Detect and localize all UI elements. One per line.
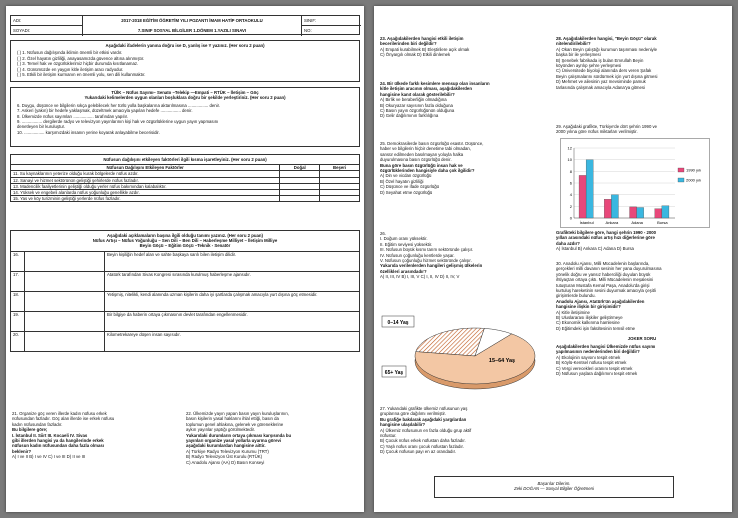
text-line: aşağıdaki kurumlardan hangisine aittir. (186, 443, 266, 449)
text-line: III. Nüfusun büyük kısmı tarım sektöründe çalışır. (380, 247, 474, 253)
text-line: IV. Nüfusun çoğunluğu kentlerde yaşar. (380, 252, 455, 258)
text-line: özellikleri arasındadır? (380, 268, 427, 274)
y-tick-label: 6 (569, 180, 572, 186)
definition-text: Yetişmiş, nitelikli, kendi alanında uzman kişilerin daha iyi şartlarda çalışmak amacıyla yurt dışına göç etmesidir. (105, 291, 360, 311)
text-line: C) Önyargılı olmak D) Etkili dinlemek (380, 52, 451, 58)
text-line: Yukarıda verilenlerden hangileri gelişmiş ülkelerin (380, 263, 483, 269)
text-line: D) Seyahat etme özgürlüğü (380, 189, 433, 195)
text-line: Grafikteki bilgilere göre, hangi şehrin 1990 - 2000 (556, 230, 657, 235)
text-line: A) Ekolojinin sayısını tespit etmek (556, 354, 621, 360)
text-line: tutuşturan Mustafa Kemal Paşa, Anadolu'da girişi (556, 282, 650, 288)
row-number: 20. (11, 331, 25, 351)
text-line: C) Üniversitede biyoloji alanında ders veren Şafak (556, 68, 652, 74)
x-tick-label: Adana (631, 220, 643, 225)
definition-text: Bir bilgiye da haberin ortaya çıkmasının devlet tarafından engellenmesidir. (105, 311, 360, 331)
question-21 (12, 411, 182, 460)
text-line: tarlasında çalışmak amacıyla Adana'ya gitmesi (556, 84, 645, 90)
text-line: B) Okuryazar sayısının fazla olduğuna (380, 102, 453, 108)
text-line: 21. Organize göç veren illerde kadın nüfusu erkek (12, 411, 107, 416)
y-tick-label: 2 (569, 203, 572, 209)
text-line: girişimlerde bulundu. (556, 293, 596, 299)
text-line: nüfusundan fazladır. Göç alan illerde ise erkek nüfusu (12, 416, 115, 422)
text-line: A) Okan Beyin çalıştığı kurumun taşınması nedeniyle (556, 46, 658, 52)
table-row (11, 196, 360, 202)
x-tick-label: İstanbul (579, 220, 594, 225)
table-header-factors: Nüfusun Dağılışını Etkileyen Faktörler (11, 165, 280, 171)
bar-1990-2 (630, 207, 637, 218)
text-line: 24. Bir ülkede farklı kesimlere mensup olan insanların (380, 81, 490, 86)
text-line: A) Birlik ve beraberliğin olmadığına (380, 97, 447, 103)
text-line: A) Din ve vicdan özgürlüğü (380, 173, 432, 179)
text-line: Anadolu Ajansı, Atatürk'ün aşağıdakilerden (556, 298, 645, 304)
joker-title: JOKER SORU (627, 336, 657, 341)
true-false-list (11, 48, 359, 77)
text-line: ( ) 1. Nüfusun dağılışında iklimin önemli bir etkisi vardır. (17, 50, 123, 56)
factor-text: 14. Yüksek ve engebeli alanlarda nüfus yoğunluğu genellikle azdır. (11, 190, 280, 196)
table-row (11, 331, 360, 351)
text-line: yönelik doğru ve yansız haberciliği duyulan büyük (556, 271, 651, 277)
text-line: Bu bilgilere göre; (12, 427, 48, 433)
y-tick-label: 0 (569, 215, 572, 221)
question-29 (556, 124, 728, 135)
answer-field[interactable] (25, 331, 105, 351)
surname-label: SOYADI: (13, 28, 31, 33)
exam-header (10, 15, 360, 35)
text-line: A) İstanbul B) Ankara C) Adana D) Bursa (556, 246, 634, 252)
text-line: gruplarına göre dağılımı verilmiştir. (380, 411, 446, 417)
text-line: aykırı yayınlar yaptığı görülmektedir. (186, 427, 256, 433)
definitions-section (10, 230, 360, 352)
text-line: B) Uluslararası ilişkiler geliştirmeye (556, 315, 623, 321)
text-line: 25. Demokrasilerde basın özgürlüğü esastır. Düşünce, (380, 141, 484, 146)
human-checkbox[interactable] (320, 196, 360, 202)
legend-swatch (678, 178, 684, 182)
question-22 (186, 411, 362, 465)
bar-2000-2 (637, 208, 644, 219)
text-line: gibi illerden hangisi ya da hangilerinde erkek (12, 438, 104, 444)
answer-field[interactable] (25, 311, 105, 331)
text-line: ( ) 5. Etkili bir iletişim kurmanın en önemli yolu, sen dili kullanmaktır. (17, 72, 146, 78)
answer-field[interactable] (25, 271, 105, 291)
question-30 (556, 261, 728, 331)
text-line: duyurulmasına basın özgürlüğü denir. (380, 157, 452, 163)
natural-checkbox[interactable] (280, 196, 320, 202)
x-tick-label: Ankara (605, 220, 619, 225)
table-row (11, 251, 360, 271)
text-line: A) Ülkemiz nüfusunun en fazla olduğu grup aktif (380, 427, 472, 433)
bar-2000-0 (586, 160, 593, 218)
definitions-rows (11, 251, 360, 351)
text-line: A) Kitle iletişimine (556, 309, 590, 315)
number-label: NO: (304, 28, 312, 33)
text-line: C) Anadolu Ajansı (AA) D) Basın Konseyi (186, 459, 265, 465)
text-line: yayınları organize yasal yollarla uyarma görevi (186, 438, 282, 444)
text-line: C) Vergi verecekleri oranını tespit etmek (556, 365, 633, 371)
pie-slice-0-14 (416, 328, 485, 356)
text-line: Buna göre basın özgürlüğü insan hak ve (380, 162, 463, 168)
text-line: 28. Aşağıdakilerden hangisi, "Beyin Göçü" olarak (556, 36, 657, 41)
bar-1990-0 (579, 175, 586, 218)
legend-label: 2000 yılı (686, 177, 702, 183)
text-line: V. Nüfusun çoğunluğu hizmet sektöründe çalışır. (380, 258, 472, 264)
word-bank: TÜİK – Nüfus Sayımı– Senato –Telekip —Empati – RTÜK – İletişim – Göç (111, 90, 259, 95)
pie-label: 0–14 Yaş (387, 320, 409, 326)
text-line: basın kişilerin yasal haklarını ihlal ettiği, basın da (186, 416, 279, 422)
text-line: toplumun genel ahlakına, gelenek ve göreneklerine (186, 421, 284, 427)
population-bar-chart (560, 138, 710, 228)
text-line: 26. (380, 231, 386, 236)
text-line: kurtuluş hareketinin sesini duyurmak amacıyla çeşitli (556, 288, 656, 294)
text-line: Bu grafiğe bakılarak aşağıdaki yargılardan (380, 416, 467, 422)
text-line: hangisine ulaşılabilir? (380, 422, 426, 428)
text-line: Beyin çalışmalarını sürdürmek için yurt dışına gitmesi (556, 73, 658, 79)
text-line: gerçekleri milli davanın sesinin her yana duyurulmasına (556, 266, 662, 272)
text-line: B) Köylü-Kentsel nüfusu tespit etmek (556, 360, 627, 366)
text-line: A) I ve II B) I ve IV C) I ve III D) II ve III (12, 454, 86, 460)
row-number: 17. (11, 271, 25, 291)
text-line: nitelendirilebilir? (556, 41, 591, 47)
question-24 (380, 81, 550, 119)
bar-2000-3 (662, 206, 669, 218)
definitions-table (10, 230, 360, 352)
text-line: B) Şenebek fabrikada iş bulan Emrullah Beyin (556, 57, 644, 63)
text-line: denetleyen bir kuruluştur. (17, 124, 66, 130)
text-line: özgürlüklerinden hangisiyle daha çok ilgilidir? (380, 168, 475, 174)
text-line: D) Eğitimdeki işin fakültesinin temsil etme (556, 325, 636, 331)
text-line: hangisine ilişkin bir girişimidir? (556, 304, 621, 310)
true-false-section (10, 40, 360, 82)
text-line: I. İstanbul II. Siirt III. Kocaeli IV. Sivas (12, 432, 88, 438)
section-title: Aşağıdaki açıklamaların başına ilgili olduğu tanımı yazınız. (Her soru 2 puan) (107, 233, 263, 238)
joker-question (556, 344, 728, 376)
text-line: yılları arasındaki nüfus artış hızı diğerlerine göre (556, 235, 655, 241)
text-line: D) Nüfusun yaşlara dağılımını tespit etmek (556, 371, 638, 377)
text-line: II. Eğitim seviyesi yüksektir. (380, 241, 433, 247)
text-line: 29. Aşağıdaki grafikte, Türkiye'de dört şehrin 1990 ve (556, 124, 658, 129)
text-line: Aşağıdakilerden hangisi Ülkemizde nüfus sayımı (556, 344, 656, 349)
text-line: 30. Anadolu Ajansı, Milli Mücadelenin başlarında, (556, 261, 650, 266)
footer-box (434, 476, 674, 498)
question-23 (380, 36, 550, 58)
word-bank: Beyin Göçü – Eğitim Göçü –Teknik - Senatör (139, 243, 231, 249)
text-line: ( ) 4. Günümüzde en yaygın kitle iletişim aracı radyodur. (17, 66, 124, 72)
factor-text: 13. Madencilik faaliyetlerinin geliştiği olduğu yerler nüfus bakımından kalabalıktır. (11, 183, 280, 189)
footer-wish: Başarılar Dilerim. (537, 481, 571, 486)
section-title: Aşağıdaki ifadelerin yanına doğru ise D, yanlış ise Y yazınız. (Her soru 2 puan) (105, 43, 265, 48)
text-line: 22. Ülkemizde yayın yapan basın yayın kuruluşlarının, (186, 411, 289, 416)
bar-1990-1 (604, 199, 611, 218)
text-line: becerilerinden biri değildir? (380, 41, 437, 47)
text-line: ihtiyaçtan ortaya çıktı. Milli Mücadelenin meşalesini (556, 277, 654, 283)
name-label: ADI: (13, 18, 22, 23)
text-line: haber ve bilgilerin hiçbir denetime tabi olmadan, (380, 146, 472, 152)
text-line: nüfustur. (380, 433, 397, 439)
definition-text: Kilometrekareye düşen insan sayısıdır. (105, 331, 360, 351)
text-line: hangisine kanıt olarak gösterilebilir? (380, 91, 455, 97)
factors-table (10, 154, 360, 202)
text-line: 27. Yukarıdaki grafikte ülkemiz nüfusunun yaş (380, 406, 468, 411)
word-bank: Nüfus Artışı – Nüfus Yoğunluğu – Sen Dili – Ben Dili – Haberleşme Milliyet – İletişim Milliye (92, 238, 278, 244)
text-line: 9. ................. dergilerde radyo ve televizyon yayınlarının kişi hak ve özgürlüklerine uygun yayın yapmasını (17, 119, 219, 125)
text-line: A) Empati kurabilmek B) Eleştirilere açık olmak (380, 46, 470, 52)
question-26 (380, 231, 550, 280)
text-line: A) II, III, IV B) I, III, V C) I, II, IV D) II, IV, V (380, 274, 460, 280)
factors-rows (11, 171, 360, 202)
factor-text: 11. Su kaynaklarının yeterize olduğu kurak bölgelerde nüfus azdır. (11, 171, 280, 177)
class-label: SINIF: (304, 18, 317, 23)
table-row (11, 271, 360, 291)
text-line: B) Özel hayatın gizliliği (380, 178, 424, 184)
footer-teacher: Zeki DOĞAN — Sosyal Bilgiler Öğretmeni (514, 486, 594, 492)
answer-field[interactable] (25, 251, 105, 271)
text-line: kadın nüfusundan fazladır. (12, 421, 63, 427)
table-header-human: Beşeri (320, 165, 360, 171)
question-29-stem (556, 230, 728, 252)
question-25 (380, 141, 550, 195)
text-line: yapılmasının nedenlerinden biri değildir? (556, 349, 640, 355)
text-line: B) Radyo Televizyon Üst Kurulu (RTÜK) (186, 454, 263, 460)
fill-blank-section (10, 87, 360, 147)
factor-text: 12. Sanayi ve hizmet sektörünün geliştiği şehirlerde nüfus fazladır. (11, 177, 280, 183)
y-tick-label: 12 (567, 145, 572, 151)
text-line: A) Türkiye Radyo Televizyon Kurumu (TRT) (186, 448, 269, 454)
factors-section (10, 154, 360, 202)
text-line: C) Düşünce ve ifade özgürlüğü (380, 184, 439, 190)
text-line: 10. ................. karşımızdaki insanın yerine koyarak anlayabilme becerisidir. (17, 129, 160, 135)
text-line: 2000 yılına göre nüfus miktarları verilmiştir. (556, 129, 638, 135)
text-line: kitle iletişim aracının olması, aşağıdakilerden (380, 86, 472, 92)
exam-page-1 (6, 6, 364, 512)
text-line: C) Yaşlı nüfus oranı çocuk nüfustan fazladır. (380, 443, 464, 449)
text-line: ( ) 2. Özel hayatın gizliliği, anayasamızda güvence altına alınmıştır. (17, 55, 145, 61)
age-pie-chart (380, 314, 550, 396)
legend-label: 1990 yılı (686, 167, 702, 173)
table-header-natural: Doğal (280, 165, 320, 171)
text-line: Yukarıdaki durumların ortaya çıkması karşısında bu (186, 432, 292, 438)
table-row (11, 291, 360, 311)
text-line: D) Gelir dağılımının farklılığına (380, 113, 439, 119)
text-line: sansür edilmeden basılmayan yoluyla halka (380, 151, 464, 157)
fill-blank-list (11, 101, 359, 135)
definition-text: Atatürk tarafından Sivas Kongresi sırasında kurulmuş haberleşme ajansıdır. (105, 271, 360, 291)
section-title: Nüfusun dağılışını etkileyen faktörleri ilgili kısma işaretleyiniz. (Her soru 2 puan) (11, 155, 360, 165)
text-line: I. Doğum oranı yüksektir. (380, 236, 428, 242)
y-tick-label: 10 (567, 157, 572, 163)
text-line: C) Ekonomik kalkınma hamlesine (556, 320, 620, 326)
row-number: 18. (11, 291, 25, 311)
text-line: ( ) 3. Temel hak ve özgürlüklerimiz hiçbir durumda kısıtlanamaz. (17, 61, 139, 67)
pie-label: 15–64 Yaş (488, 358, 516, 364)
text-line: 23. Aşağıdakilerden hangisi etkili iletişim (380, 36, 464, 41)
bar-1990-3 (655, 209, 662, 218)
text-line: D) Mehmet ve ailesinin yaz mevsiminde pamuk (556, 79, 646, 85)
row-number: 16. (11, 251, 25, 271)
text-line: başka bir ile yerleşmesi (556, 52, 601, 58)
section-title: Yukarıdaki kelimelerden uygun olanları boşluklara doğru bir şekilde yerleştiriniz. (Her soru 2 puan) (84, 95, 286, 101)
legend-swatch (678, 168, 684, 172)
exam-page-2 (374, 6, 732, 512)
y-tick-label: 8 (569, 168, 572, 174)
x-tick-label: Bursa (657, 220, 668, 225)
pie-label: 65+ Yaş (384, 370, 404, 376)
table-row (11, 311, 360, 331)
factor-text: 15. Yas ve köy turizminin geliştiği yerlerde nüfus fazladır. (11, 196, 280, 202)
text-line: C) Basın yayın özgürlüğünün olduğuna (380, 108, 455, 114)
y-tick-label: 4 (569, 192, 572, 198)
exam-title: 7.SINIF SOSYAL BİLGİLER 1.DÖNEM 1.YAZILI SINAVI (137, 28, 247, 33)
bar-2000-1 (611, 195, 618, 218)
question-28 (556, 36, 728, 90)
answer-field[interactable] (25, 291, 105, 311)
text-line: 6. Duygu, düşünce ve bilgilerin sıkça gelebilecek her türlü yolla başkalarına aktarılmasına ................. denir. (17, 102, 221, 108)
text-line: 7. Askeri (yakın) bir hedefe yaklaşmak, düzeltmek amacıyla yapılan hedefe ................. denir. (17, 108, 193, 114)
text-line: 8. Ülkemizde nüfus sayımları ................. tarafından yapılır. (17, 113, 129, 119)
text-line: nüfusun kadın nüfusundan daha fazla olması (12, 443, 104, 449)
text-line: B) Çocuk nüfus erkek nüfustan daha fazladır. (380, 438, 466, 444)
text-line: daha azdır? (556, 240, 580, 246)
row-number: 19. (11, 311, 25, 331)
school-title: 2017-2018 EĞİTİM ÖĞRETİM YILI POZANTI İMAM HATİP ORTAOKULU (121, 18, 263, 23)
text-line: köyünden ayrılıp şehre yerleşmesi (556, 63, 622, 69)
text-line: D) Çocuk nüfusun payı en az orandadır. (380, 449, 456, 455)
text-line: beklenir? (12, 448, 32, 454)
question-27 (380, 406, 550, 455)
definition-text: Beyin kişiliğin hedef alan ve sahte başkaya sarılı bilen iletişim dilidir. (105, 251, 360, 271)
